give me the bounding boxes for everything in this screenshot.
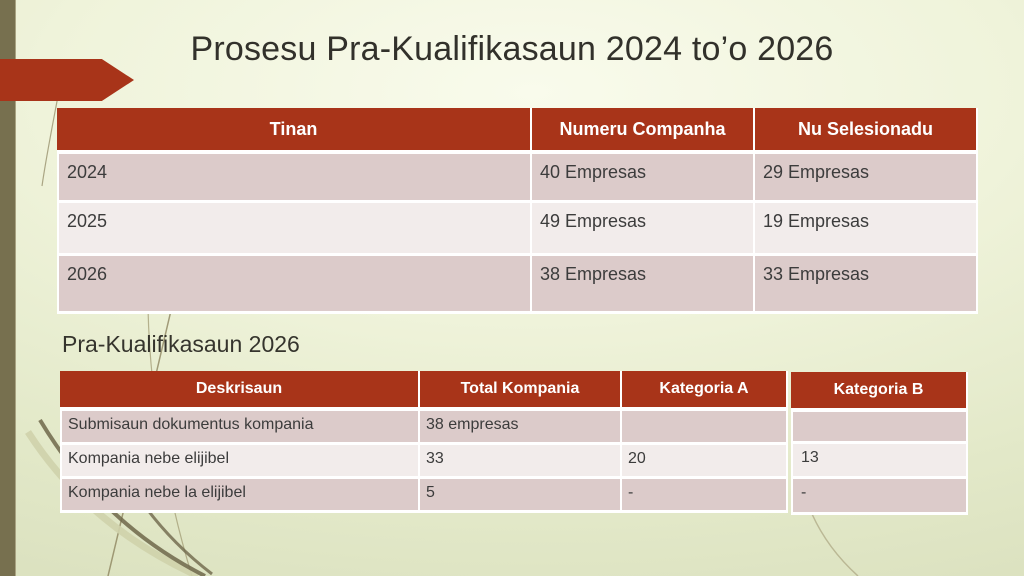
table-header-row bbox=[57, 108, 978, 154]
table-cell bbox=[791, 412, 968, 444]
table-row bbox=[791, 479, 968, 515]
t1-header-nu-selesionadu: Nu Selesionadu bbox=[755, 108, 978, 154]
table-cell: 33 Empresas bbox=[755, 256, 978, 314]
table-header-row bbox=[60, 371, 788, 411]
table-row-2024 bbox=[57, 154, 978, 203]
table-cell: 29 Empresas bbox=[755, 154, 978, 203]
yearly-prequalification-table bbox=[57, 108, 978, 314]
t3-header-kategoria-b: Kategoria B bbox=[791, 372, 968, 412]
prequalification-2026-table bbox=[60, 371, 788, 513]
table-header-row bbox=[791, 372, 968, 412]
table-cell: 5 bbox=[420, 479, 622, 513]
table-cell: 20 bbox=[622, 445, 788, 479]
t1-header-tinan: Tinan bbox=[57, 108, 532, 154]
table-cell: 49 Empresas bbox=[532, 203, 755, 256]
table-cell: Submisaun dokumentus kompania bbox=[60, 411, 420, 445]
section-title: Pra-Kualifikasaun 2026 bbox=[62, 331, 300, 357]
table-row-2025 bbox=[57, 203, 978, 256]
table-cell: 38 empresas bbox=[420, 411, 622, 445]
table-cell: - bbox=[791, 479, 968, 515]
slide-title: Prosesu Pra-Kualifikasaun 2024 to’o 2026 bbox=[190, 30, 834, 68]
kategoria-b-table bbox=[791, 372, 968, 515]
table-cell: 19 Empresas bbox=[755, 203, 978, 256]
table-cell: 2024 bbox=[57, 154, 532, 203]
t2-header-total-kompania: Total Kompania bbox=[420, 371, 622, 411]
table-cell bbox=[622, 411, 788, 445]
t1-header-numeru-companha: Numeru Companha bbox=[532, 108, 755, 154]
t2-header-deskrisaun: Deskrisaun bbox=[60, 371, 420, 411]
t2-header-kategoria-a: Kategoria A bbox=[622, 371, 788, 411]
table-cell: Kompania nebe elijibel bbox=[60, 445, 420, 479]
table-cell: 40 Empresas bbox=[532, 154, 755, 203]
table-row-elijibel bbox=[60, 445, 788, 479]
table-cell: Kompania nebe la elijibel bbox=[60, 479, 420, 513]
table-cell: 2025 bbox=[57, 203, 532, 256]
table-cell: - bbox=[622, 479, 788, 513]
table-cell: 33 bbox=[420, 445, 622, 479]
table-cell: 2026 bbox=[57, 256, 532, 314]
table-row-submisaun bbox=[60, 411, 788, 445]
table-cell: 13 bbox=[791, 444, 968, 479]
table-row-2026 bbox=[57, 256, 978, 314]
table-row bbox=[791, 444, 968, 479]
table-row-la-elijibel bbox=[60, 479, 788, 513]
table-row bbox=[791, 412, 968, 444]
table-cell: 38 Empresas bbox=[532, 256, 755, 314]
